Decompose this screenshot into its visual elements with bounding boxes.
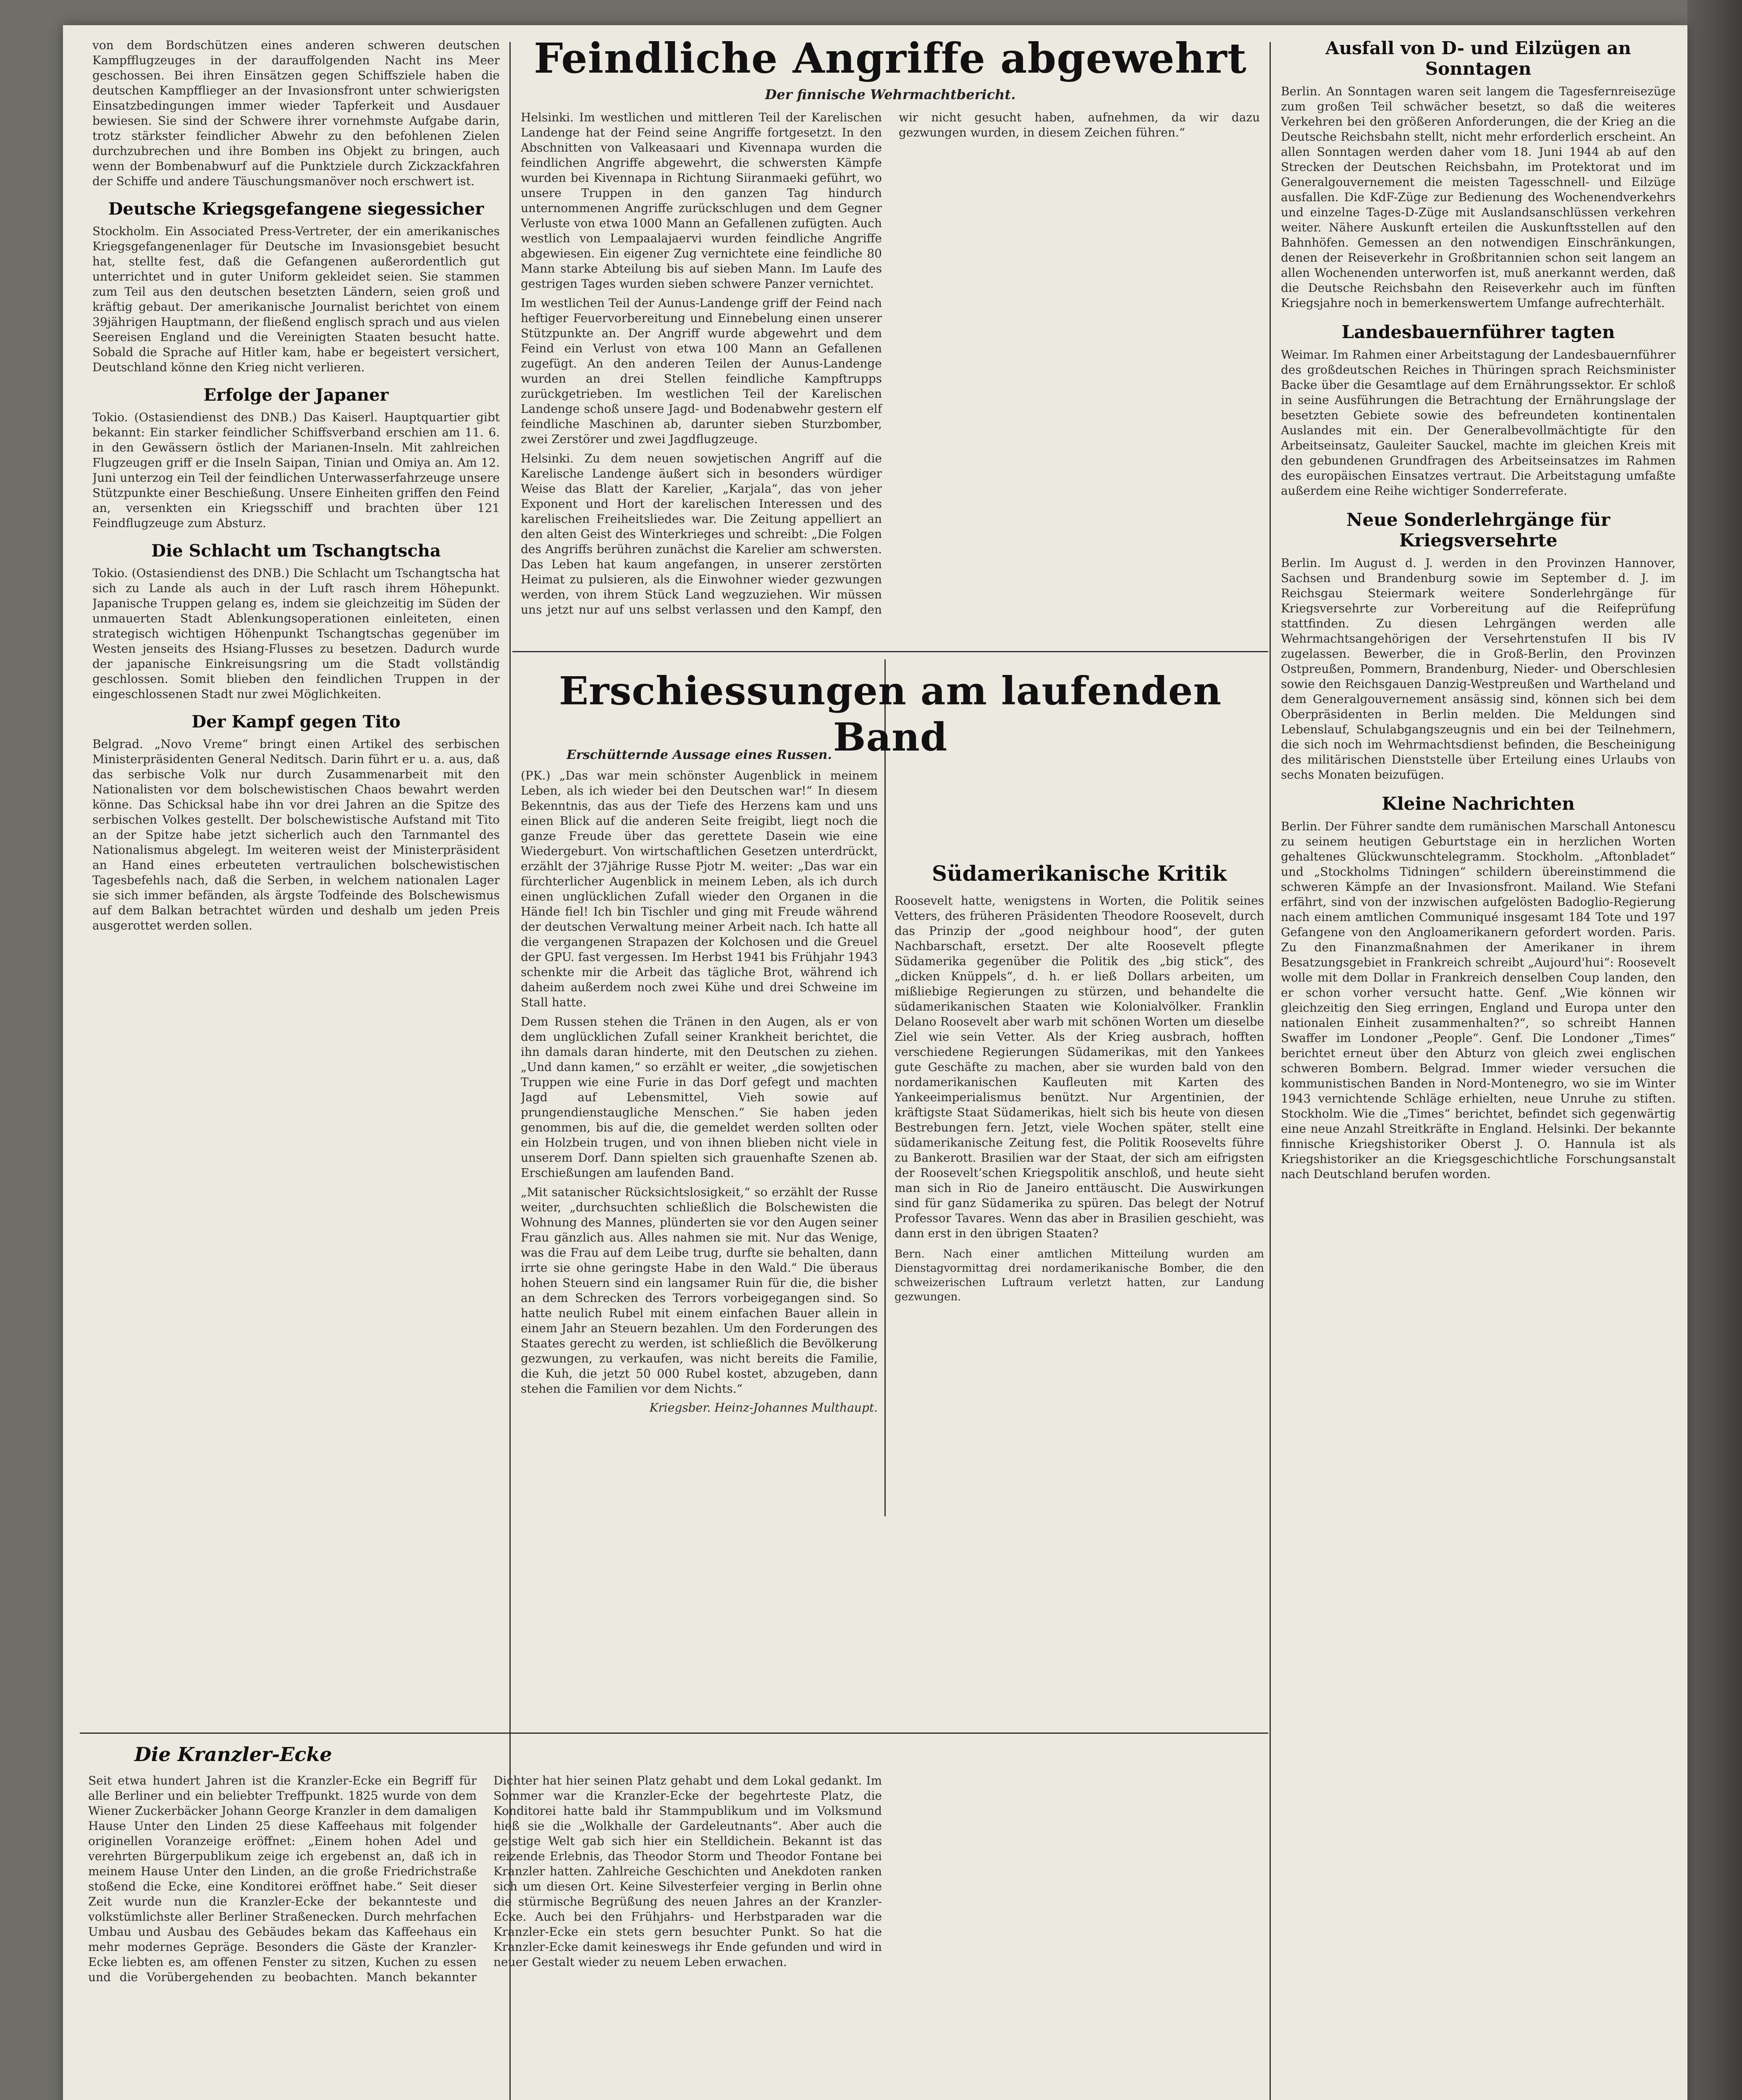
- kranzler-columns: [88, 1773, 882, 1985]
- article-body: Stockholm. Ein Associated Press-Vertreter, der ein amerikanisches Kriegsgefangenenlager für Deutsche im Invasionsgebiet besucht hat, stellte fest, daß die Gefangenen außerordentlich gut unterrichtet und in guter Uniform gekleidet seien. Sie stammen zum Teil aus den deutschen besetzten Ländern, seien groß und kräftig gebaut. Der amerikanische Journalist berichtet von einem 39jährigen Hauptmann, der fließend englisch sprach und aus vielen Seereisen England und die Vereinigten Staaten besucht hatte. Sobald die Sprache auf Hitler kam, habe er begeistert versichert, Deutschland könne den Krieg nicht verlieren.: [92, 224, 500, 374]
- article-byline: Kriegsber. Heinz-Johannes Multhaupt.: [649, 1401, 878, 1415]
- article-headline: Kleine Nachrichten: [1382, 793, 1575, 814]
- article-headline: Landesbauernführer tagten: [1341, 322, 1615, 342]
- center-top-article: [521, 34, 1260, 647]
- article-body: Berlin. Der Führer sandte dem rumänischen Marschall Antonescu zu seinem heutigen Geburtstage ein in herzlichen Worten gehaltenes Glückwunschtelegramm. Stockholm. „Aftonbladet“ und „Stockholms Tidningen“ schildern übereinstimmend die schweren Kämpfe an der Invasionsfront. Mailand. Wie Stefani erfährt, sind von der inzwischen aufgelösten Badoglio-Regierung nach einem amtlichen Communiqué insgesamt 184 Tote und 197 Gefangene von den Angloamerikanern gefordert worden. Paris. Zu den Finanzmaßnahmen der Amerikaner in ihrem Besatzungsgebiet in Frankreich schreibt „Aujourd'hui“: Roosevelt wolle mit dem Dollar in Frankreich denselben Coup landen, den er schon vorher versucht hatte. Genf. „Wie können wir gleichzeitig den Sieg erringen, England und Europa unter den nationalen Einheit zusammenhalten?“, so schreibt Hannen Swaffer im Londoner „People“. Genf. Die Londoner „Times“ berichtet erneut über den Abturz von gleich zwei englischen schweren Bombern. Belgrad. Immer wieder versuchen die kommunistischen Banden in Nord-Montenegro, wo sie im Winter 1943 vernichtende Schläge erhielten, neue Unruhe zu stiften. Stockholm. Wie die „Times“ berichtet, befindet sich gegenwärtig eine neue Anzahl Streitkräfte in England. Helsinki. Der bekannte finnische Kriegshistoriker Oberst J. O. Hannula ist als Kriegshistoriker an die Kriegsgeschichtliche Forschungsanstalt nach Deutschland berufen worden.: [1281, 819, 1676, 1181]
- feature-headline: Erschiessungen am laufenden Band: [559, 668, 1222, 760]
- article-body: „Mit satanischer Rücksichtslosigkeit,“ so erzählt der Russe weiter, „durchsuchten schließlich die Bolschewisten die Wohnung des Mannes, plünderten sie vor den Augen seiner Frau gänzlich aus. Alles nahmen sie mit. Nur das Wenige, was die Frau auf dem Leibe trug, durfte sie behalten, dann irrte sie ohne geringste Habe in den Wald.“ Die überaus hohen Steuern sind ein langsamer Ruin für die, die bisher an dem Schrecken des Terrors vorbeigegangen sind. So hatte neulich Rubel mit einem einfachen Bauer allein in einem Jahr an Steuern bezahlen. Um den Forderungen des Staates gerecht zu werden, ist schließlich die Bevölkerung gezwungen, zu verkaufen, was nicht bereits die Familie, die Kuh, die jetzt 50 000 Rubel kostet, abzugeben, dann stehen die Familien vor dem Nichts.“: [521, 1185, 878, 1396]
- article-body: Belgrad. „Novo Vreme“ bringt einen Artikel des serbischen Ministerpräsidenten General Neditsch. Darin führt er u. a. aus, daß das serbische Volk nur durch Zusammenarbeit mit den Nationalisten vor dem bolschewistischen Chaos bewahrt werden könne. Das Schicksal habe ihn vor drei Jahren an die Spitze des serbischen Volkes gestellt. Der bolschewistische Aufstand mit Tito an der Spitze habe jetzt sicherlich auch den Tarnmantel des Nationalismus abgelegt. Im weiteren weist der Ministerpräsident an Hand eines erbeuteten vertraulichen bolschewistischen Tagesbefehls nach, daß die Serben, in welchem nationalen Lager sie sich immer befänden, als ärgste Todfeinde des Bolschewismus auf dem Balkan betrachtet würden und deshalb um jeden Preis ausgerottet werden sollen.: [92, 737, 500, 932]
- kranzler-ecke-article: [88, 1743, 882, 2100]
- left-column: [92, 38, 500, 1726]
- column-rule: [884, 659, 886, 1516]
- article-headline: Ausfall von D- und Eilzügen an Sonntagen: [1325, 38, 1631, 79]
- article-headline: Der Kampf gegen Tito: [192, 712, 401, 732]
- article-headline: Deutsche Kriegsgefangene siegessicher: [108, 199, 484, 219]
- article-body: Seit etwa hundert Jahren ist die Kranzler-Ecke ein Begriff für alle Berliner und ein beliebter Treffpunkt. 1825 wurde von dem Wiener Zuckerbäcker Johann George Kranzler in dem damaligen Hause Unter den Linden 25 diese Kaffeehaus mit folgender originellen Voranzeige eröffnet: „Einem hohen Adel und verehrten Bürgerpublikum zeige ich ergebenst an, daß ich in meinem Hause Unter den Linden, an die große Friedrichstraße stoßend die Ecke, eine Konditorei eröffnet habe.“ Seit dieser Zeit wurde nun die Kranzler-Ecke der bekannteste und volkstümlichste aller Berliner Straßenecken. Durch mehrfachen Umbau und Ausbau des Gebäudes bekam das Kaffeehaus ein mehr modernes Gepräge. Besonders die Gäste der Kranzler-Ecke liebten es, am offenen Fenster zu sitzen, Kuchen zu essen und die Vorübergehenden zu beobachten. Manch bekannter Dichter hat hier seinen Platz gehabt und dem Lokal gedankt. Im Sommer war die Kranzler-Ecke der begehrteste Platz, die Konditorei hatte bald ihr Stammpublikum und im Volksmund hieß sie die „Wolkhalle der Gardeleutnants“. Aber auch die geistige Welt gab sich hier ein Stelldichein. Bekannt ist das reizende Erlebnis, das Theodor Storm und Theodor Fontane bei Kranzler hatten. Zahlreiche Geschichten und Anekdoten ranken sich um diesen Ort. Keine Silvesterfeier verging in Berlin ohne die stürmische Begrüßung des neuen Jahres an der Kranzler-Ecke. Auch bei den Frühjahrs- und Herbstparaden war die Kranzler-Ecke ein stets gern besuchter Punkt. So hat die Kranzler-Ecke damit keineswegs ihr Ende gefunden und wird in neuer Gestalt wieder zu neuem Leben erwachen.: [88, 1774, 882, 1984]
- south-america-article: [895, 861, 1264, 2100]
- book-binding: [1687, 0, 1742, 2100]
- news-note: Bern. Nach einer amtlichen Mitteilung wurden am Dienstagvormittag drei nordamerikanische Bomber, die den schweizerischen Luftraum verletzt hatten, zur Landung gezwungen.: [895, 1248, 1264, 1303]
- article-body: Helsinki. Im westlichen und mittleren Teil der Karelischen Landenge hat der Feind seine Angriffe fortgesetzt. In den Abschnitten von Valkeasaari und Kivennapa wurden die feindlichen Angriffe abgewehrt, die schwersten Kämpfe wurden bei Kivennapa in Richtung Siiranmaeki geführt, wo unsere Truppen in den ganzen Tag hindurch unternommenen Angriffe zurückschlugen und dem Gegner Verluste von etwa 1000 Mann an Gefallenen zufügten. Auch westlich von Lempaalajaervi wurden feindliche Angriffe abgewiesen. Ein eigener Zug vernichtete eine feindliche 80 Mann starke Abteilung bis auf sieben Mann. Im Laufe des gestrigen Tages wurden sieben schwere Panzer vernichtet.: [521, 110, 882, 291]
- article-headline: Erfolge der Japaner: [203, 385, 389, 405]
- headline-kicker: Der finnische Wehrmachtbericht.: [765, 87, 1016, 102]
- center-feature-article: [521, 659, 878, 1726]
- article-body: Berlin. Im August d. J. werden in den Provinzen Hannover, Sachsen und Brandenburg sowie im September d. J. im Reichsgau Steiermark weitere Sonderlehrgänge für Kriegsversehrte zur Vorbereitung auf die Reifeprüfung stattfinden. Zu diesen Lehrgängen werden alle Wehrmachtsangehörigen der Versehrtenstufen II bis IV zugelassen. Bewerber, die in Groß-Berlin, den Provinzen Ostpreußen, Pommern, Brandenburg, Nieder- und Oberschlesien sowie den Reichsgauen Danzig-Westpreußen und Wartheland und dem Generalgouvernement ansässig sind, können sich bei dem Oberpräsidenten in Berlin melden. Die Meldungen sind Lebenslauf, Schulabgangszeugnis und ein bei der Teilnehmern, die sich noch im Wehrmachtsdienst befinden, die Bescheinigung des militärischen Dienststelle über Erteilung eines Urlaubs von sechs Monaten beizufügen.: [1281, 556, 1676, 782]
- headline-kicker: Erschütternde Aussage eines Russen.: [567, 748, 832, 762]
- section-rule: [512, 651, 1268, 652]
- article-body: (PK.) „Das war mein schönster Augenblick in meinem Leben, als ich wieder bei den Deutschen war!“ In diesem Bekenntnis, das aus der Tiefe des Herzens kam und uns einen Blick auf die anderen Seite freigibt, liegt noch die ganze Freude über das gerettete Dasein wie eine Wiedergeburt. Von wirtschaftlichen Gesetzen unterdrückt, erzählt der 37jährige Russe Pjotr M. weiter: „Das war ein fürchterlicher Augenblick in meinem Leben, als ich durch einen unglücklichen Zufall wieder den Organen in die Hände fiel! Ich bin Tischler und ging mit Freude während der deutschen Verwaltung meiner Arbeit nach. Ich hatte all die vergangenen Strapazen der Kolchosen und die Greuel der GPU. fast vergessen. Im Herbst 1941 bis Frühjahr 1943 schenkte mir die Arbeit das tägliche Brot, während ich daheim außerdem noch zwei Kühe und drei Schweine im Stall hatte.: [521, 769, 878, 1009]
- article-body: Weimar. Im Rahmen einer Arbeitstagung der Landesbauernführer des großdeutschen Reiches in Thüringen sprach Reichsminister Backe über die Gesamtlage auf dem Ernährungssektor. Er schloß in seine Ausführungen die Betrachtung der Ernährungslage der besetzten Gebiete sowie des befreundeten kontinentalen Auslandes mit ein. Der Generalbevollmächtigte für den Arbeitseinsatz, Gauleiter Sauckel, machte im gleichen Kreis mit den gebundenen Grundfragen des Arbeitseinsatzes im Rahmen des europäischen Einsatzes vertraut. Die Arbeitstagung umfaßte außerdem eine Reihe wichtiger Sonderreferate.: [1281, 348, 1676, 498]
- left-intro-text: von dem Bordschützen eines anderen schweren deutschen Kampfflugzeuges in der darauffolgenden Nacht ins Meer geschossen. Bei ihren Einsätzen gegen Schiffsziele haben die deutschen Kampfflieger an der Invasionsfront unter schwierigsten Einsatzbedingungen immer wieder Tapferkeit und Ausdauer bewiesen. Sie sind der Schwere ihrer vornehmste Aufgabe darin, trotz stärkster feindlicher Abwehr zu den befohlenen Zielen durchzubrechen und ihre Bomben ins Objekt zu bringen, auch wenn der Bombenabwurf auf die Punktziele durch Zickzackfahren der Schiffe und andere Täuschungsmanöver noch erschwert ist.: [92, 38, 500, 188]
- main-headline: Feindliche Angriffe abgewehrt: [534, 34, 1247, 83]
- article-headline: Südamerikanische Kritik: [932, 861, 1227, 886]
- center-top-columns: [521, 110, 1260, 639]
- article-body: Roosevelt hatte, wenigstens in Worten, die Politik seines Vetters, des früheren Präsidenten Theodore Roosevelt, durch das Prinzip der „good neighbour hood“, der guten Nachbarschaft, ersetzt. Der alte Roosevelt pflegte Südamerika gegenüber die Politik des „big stick“, des „dicken Knüppels“, d. h. er ließ Dollars arbeiten, um mißliebige Regierungen zu stürzen, und behandelte die südamerikanischen Staaten wie Kolonialvölker. Franklin Delano Roosevelt aber warb mit schönen Worten um dieselbe Ziel wie sein Vetter. Als der Krieg ausbrach, hofften verschiedene Regierungen Südamerikas, mit den Yankees gute Geschäfte zu machen, aber sie wurden bald von den nordamerikanischen Kaufleuten mit Karten des Yankeeimperialismus benützt. Nur Argentinien, der kräftigste Staat Südamerikas, hielt sich bis heute von diesen Bestrebungen fern. Jetzt, viele Wochen später, stellt eine südamerikanische Zeitung fest, die Politik Roosevelts führe zu Bankerott. Brasilien war der Staat, der sich am eifrigsten der Roosevelt’schen Kriegspolitik anschloß, und heute sieht man sich in Rio de Janeiro enttäuscht. Die Auswirkungen sind für ganz Südamerika zu spüren. Das belegt der Notruf Professor Tavares. Wenn das aber in Brasilien geschieht, was dann erst in den übrigen Staaten?: [895, 894, 1264, 1240]
- newspaper-page: [63, 25, 1687, 2100]
- article-body: Im westlichen Teil der Aunus-Landenge griff der Feind nach heftiger Feuervorbereitung und Einnebelung einen unserer Stützpunkte an. Der Angriff wurde abgewehrt und dem Feind ein Verlust von etwa 100 Mann an Gefallenen zugefügt. An den anderen Teilen der Aunus-Landenge wurden an drei Stellen feindliche Kampftrupps zurückgetrieben. Im westlichen Teil der Karelischen Landenge schoß unsere Jagd- und Bodenabwehr gestern elf feindliche Maschinen ab, darunter sieben Sturzbomber, zwei Zerstörer und zwei Jagdflugzeuge.: [521, 296, 882, 446]
- article-body: Berlin. An Sonntagen waren seit langem die Tagesfernreisezüge zum großen Teil schwächer besetzt, so daß die weiteres Verkehren bei den größeren Anforderungen, die der Krieg an die Deutsche Reichsbahn stellt, nicht mehr erforderlich erscheint. An allen Sonntagen werden daher vom 18. Juni 1944 ab auf den Strecken der Deutschen Reichsbahn, im Protektorat und im Generalgouvernement die meisten Tagesschnell- und Eilzüge ausfallen. Die KdF-Züge zur Bedienung des Wochenendverkehrs und einzelne Tages-D-Züge mit Auslandsanschlüssen verkehren weiter. Nähere Auskunft erteilen die Auskunftsstellen auf den Bahnhöfen. Gemessen an den notwendigen Einschränkungen, denen der Reiseverkehr in Großbritannien schon seit langem an allen Wochenenden unterworfen ist, muß anerkannt werden, daß die Deutsche Reichsbahn den Reiseverkehr auch im fünften Kriegsjahre noch in bemerkenswertem Umfange aufrechterhält.: [1281, 84, 1676, 310]
- article-body: Tokio. (Ostasiendienst des DNB.) Die Schlacht um Tschangtscha hat sich zu Lande als auch in der Luft rasch ihrem Höhepunkt. Japanische Truppen gelang es, indem sie gleichzeitig im Süden der unmauerten Stadt Ablenkungsoperationen einleiteten, einen strategisch wichtigen Höhenpunkt Tschangtschas gegenüber im Westen jenseits des Hsiang-Flusses zu besetzen. Dadurch wurde der japanische Einkreisungsring um die Stadt vollständig geschlossen. Somit blieben den feindlichen Truppen in der eingeschlossenen Stadt nur zwei Möglichkeiten.: [92, 566, 500, 701]
- article-headline: Neue Sonderlehrgänge für Kriegsversehrte: [1346, 509, 1610, 551]
- column-rule: [1270, 42, 1271, 2100]
- article-headline: Die Kranzler-Ecke: [134, 1743, 332, 1766]
- article-body: Tokio. (Ostasiendienst des DNB.) Das Kaiserl. Hauptquartier gibt bekannt: Ein starker feindlicher Schiffsverband erschien am 11. 6. in den Gewässern östlich der Marianen-Inseln. Mit zahlreichen Flugzeugen griff er die Inseln Saipan, Tinian und Omiya an. Am 12. Juni unterzog ein Teil der feindlichen Unterwasserfahrzeuge unsere Stützpunkte einer Beschießung. Unsere Einheiten griffen den Feind an, versenkten ein Kriegsschiff und brachten über 121 Feindflugzeuge zum Absturz.: [92, 410, 500, 530]
- article-body: Helsinki. Zu dem neuen sowjetischen Angriff auf die Karelische Landenge äußert sich in besonders würdiger Weise das Blatt der Karelier, „Karjala“, das von jeher Exponent und Hort der karelischen Interessen und des karelischen Freiheitsliedes war. Die Zeitung appelliert an den alten Geist des Winterkrieges und schreibt: „Die Folgen des Angriffs berühren zunächst die Karelier am schwersten. Das Leben hat kaum angefangen, in unserer zerstörten Heimat zu pulsieren, als die Einwohner wieder gezwungen werden, von ihrem Stück Land wegzuziehen. Wir müssen uns jetzt nur auf uns selbst verlassen und den Kampf, den wir nicht gesucht haben, aufnehmen, da wir dazu gezwungen wurden, in diesem Zeichen führen.“: [521, 110, 1260, 617]
- article-headline: Die Schlacht um Tschangtscha: [151, 541, 441, 561]
- article-body: Dem Russen stehen die Tränen in den Augen, als er von dem unglücklichen Zufall seiner Krankheit berichtet, die ihn damals daran hinderte, mit den Deutschen zu ziehen. „Und dann kamen,“ so erzählt er weiter, „die sowjetischen Truppen wie eine Furie in das Dorf gefegt und machten Jagd auf Lebensmittel, Vieh sowie auf prungendienstaugliche Menschen.“ Sie haben jeden genommen, bis auf die, die gemeldet werden sollten oder ein Holzbein trugen, und von ihnen blieben nicht viele in unserem Dorf. Dann spielten sich grauenhafte Szenen ab. Erschießungen am laufenden Band.: [521, 1015, 878, 1180]
- right-column: [1281, 38, 1676, 2100]
